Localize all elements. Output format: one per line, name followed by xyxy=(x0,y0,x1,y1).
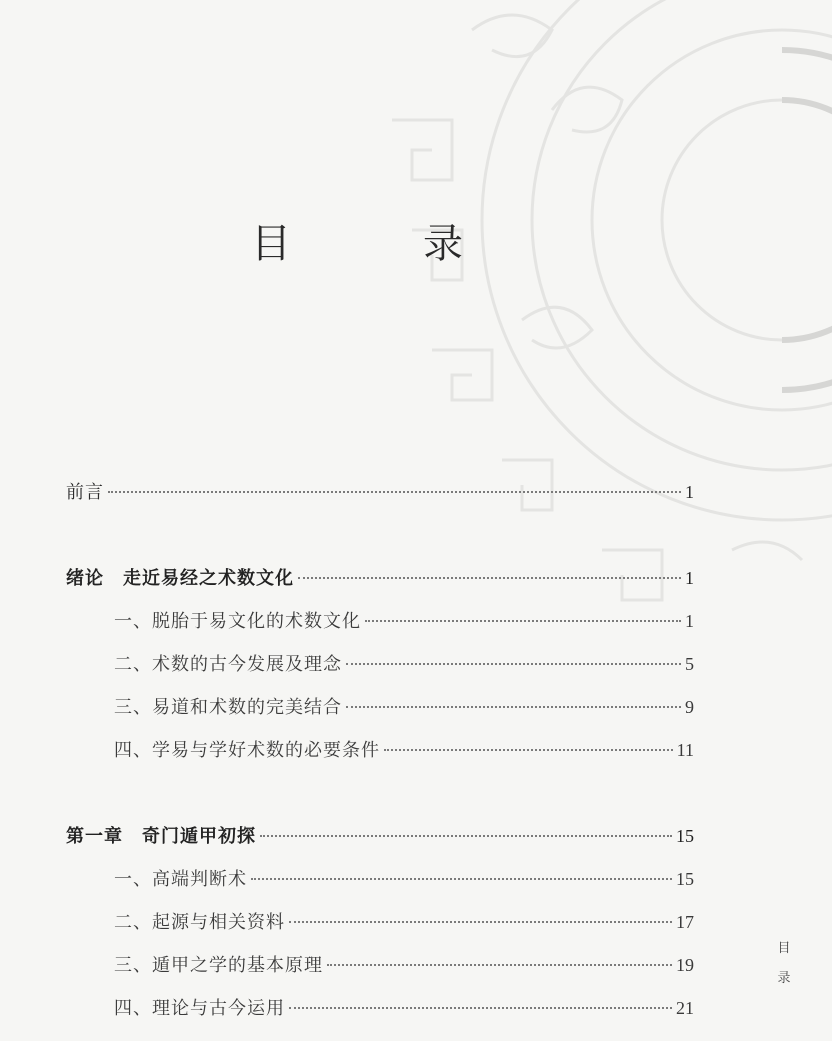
dot-leader xyxy=(260,835,672,837)
toc-entry-label: 四、理论与古今运用 xyxy=(114,998,285,1019)
toc-section-entry[interactable] xyxy=(114,609,694,635)
dot-leader xyxy=(346,706,681,708)
toc-entry-label: 一、脱胎于易文化的术数文化 xyxy=(114,611,361,632)
toc-section-entry[interactable] xyxy=(114,867,694,893)
running-label-char: 目 xyxy=(777,941,791,956)
toc-entry-label: 三、遁甲之学的基本原理 xyxy=(114,955,323,976)
dot-leader xyxy=(384,749,673,751)
toc-entry-label: 第一章 奇门遁甲初探 xyxy=(66,826,256,847)
toc-entry-page: 1 xyxy=(685,568,694,588)
toc-entry-page: 1 xyxy=(685,482,694,502)
toc-entry-page: 19 xyxy=(676,955,694,975)
toc-entry-page: 15 xyxy=(676,826,694,846)
toc-entry-label: 四、学易与学好术数的必要条件 xyxy=(114,740,380,761)
toc-entry-label: 二、术数的古今发展及理念 xyxy=(114,654,342,675)
dot-leader xyxy=(365,620,681,622)
toc-entry-label: 前言 xyxy=(66,482,104,503)
dot-leader xyxy=(298,577,681,579)
dot-leader xyxy=(251,878,672,880)
toc-entry-page: 17 xyxy=(676,912,694,932)
dot-leader xyxy=(346,663,681,665)
toc-section-entry[interactable] xyxy=(114,652,694,678)
toc-entry-page: 1 xyxy=(685,611,694,631)
toc-entry-label: 三、易道和术数的完美结合 xyxy=(114,697,342,718)
decorative-seal-ornament xyxy=(352,0,832,710)
toc-entry-page: 11 xyxy=(676,740,694,760)
dot-leader xyxy=(289,1007,672,1009)
toc-chapter-entry[interactable] xyxy=(66,566,694,592)
dot-leader xyxy=(289,921,672,923)
toc-entry-page: 15 xyxy=(676,869,694,889)
dot-leader xyxy=(108,491,681,493)
dot-leader xyxy=(327,964,672,966)
toc-entry-page: 9 xyxy=(685,697,694,717)
toc-section-entry[interactable] xyxy=(114,910,694,936)
toc-entry-label: 绪论 走近易经之术数文化 xyxy=(66,568,294,589)
toc-section-entry[interactable] xyxy=(114,953,694,979)
running-label-char: 录 xyxy=(777,971,791,986)
toc-heading: 目 录 xyxy=(251,221,509,267)
toc-section-entry[interactable] xyxy=(114,738,694,764)
toc-section-entry[interactable] xyxy=(114,695,694,721)
toc-entry-page: 21 xyxy=(676,998,694,1018)
toc-entry[interactable] xyxy=(66,480,694,506)
toc-entry-page: 5 xyxy=(685,654,694,674)
toc-section-entry[interactable] xyxy=(114,996,694,1022)
running-section-label xyxy=(774,934,794,994)
toc-entry-label: 一、高端判断术 xyxy=(114,869,247,890)
toc-entry-label: 二、起源与相关资料 xyxy=(114,912,285,933)
toc-chapter-entry[interactable] xyxy=(66,824,694,850)
